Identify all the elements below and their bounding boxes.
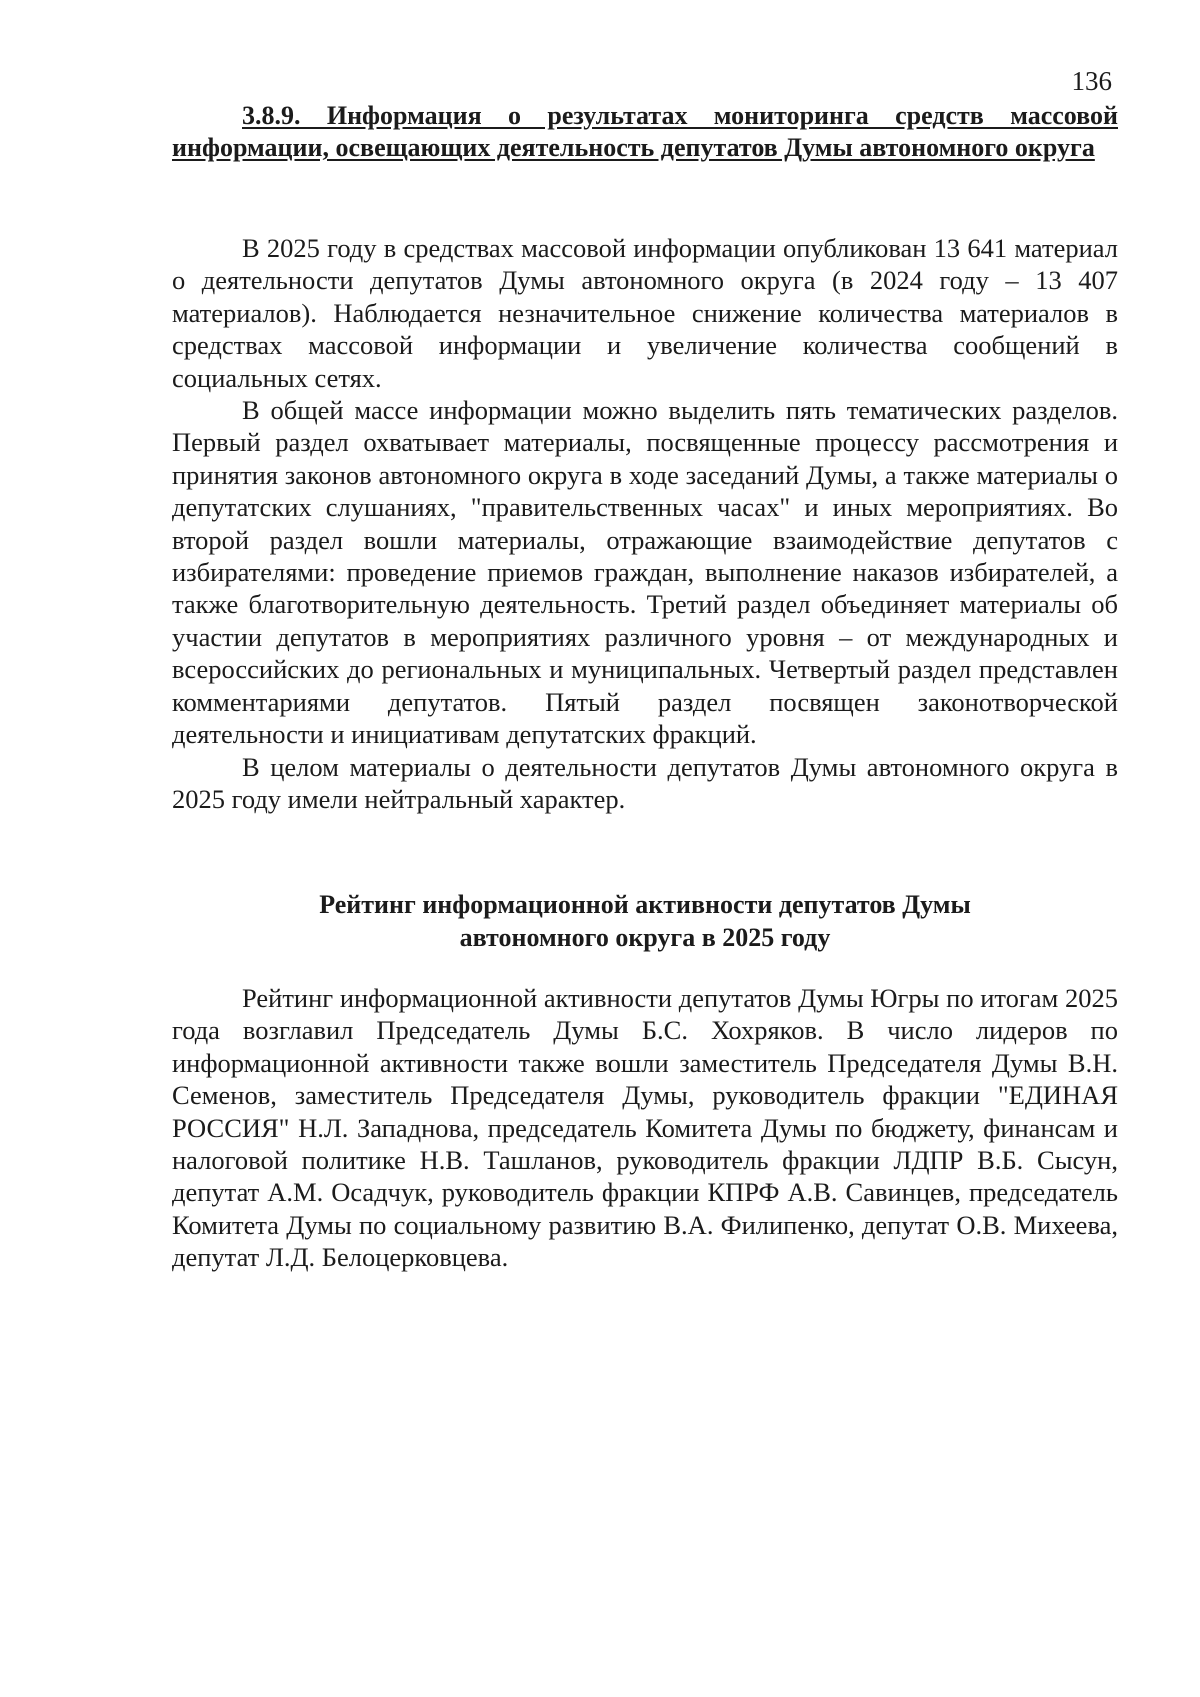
paragraph-thematic-sections: В общей массе информации можно выделить пять тематических разделов. Первый раздел охватывает материалы, посвященные процессу рассмотрения и принятия законов автономного округа в ходе заседаний Думы, а также материалы о депутатских слушаниях, "правительственных часах" и иных мероприятиях. Во второй раздел вошли материалы, отражающие взаимодействие депутатов с избирателями: проведение приемов граждан, выполнение наказов избирателей, а также благотворительную деятельность. Третий раздел объединяет материалы об участии депутатов в мероприятиях различного уровня – от международных и всероссийских до региональных и муниципальных. Четвертый раздел представлен комментариями депутатов. Пятый раздел посвящен законотворческой деятельности и инициативам депутатских фракций. [172,395,1118,750]
page-number: 136 [1071,66,1112,96]
paragraph-publications-count: В 2025 году в средствах массовой информации опубликован 13 641 материал о деятельности депутатов Думы автономного округа (в 2024 году – 13 407 материалов). Наблюдается незначительное снижение количества материалов в средствах массовой информации и увеличение количества сообщений в социальных сетях. [172,233,1118,393]
rating-body [172,982,1118,1274]
rating-title [172,888,1118,954]
rating-title-line-2: автономного округа в 2025 году [459,923,831,952]
rating-title-line-1: Рейтинг информационной активности депутатов Думы [319,890,971,919]
section-body [172,232,1118,815]
paragraph-rating-leaders: Рейтинг информационной активности депутатов Думы Югры по итогам 2025 года возглавил Председатель Думы Б.С. Хохряков. В число лидеров по информационной активности также вошли заместитель Председателя Думы В.Н. Семенов, заместитель Председателя Думы, руководитель фракции "ЕДИНАЯ РОССИЯ" Н.Л. Западнова, председатель Комитета Думы по бюджету, финансам и налоговой политике Н.В. Ташланов, руководитель фракции ЛДПР В.Б. Сысун, депутат А.М. Осадчук, руководитель фракции КПРФ А.В. Савинцев, председатель Комитета Думы по социальному развитию В.А. Филипенко, депутат О.В. Михеева, депутат Л.Д. Белоцерковцева. [172,983,1118,1273]
section-heading: 3.8.9. Информация о результатах мониторинга средств массовой информации, освещающих деятельность депутатов Думы автономного округа [172,101,1118,162]
paragraph-conclusion: В целом материалы о деятельности депутатов Думы автономного округа в 2025 году имели нейтральный характер. [172,751,1118,814]
